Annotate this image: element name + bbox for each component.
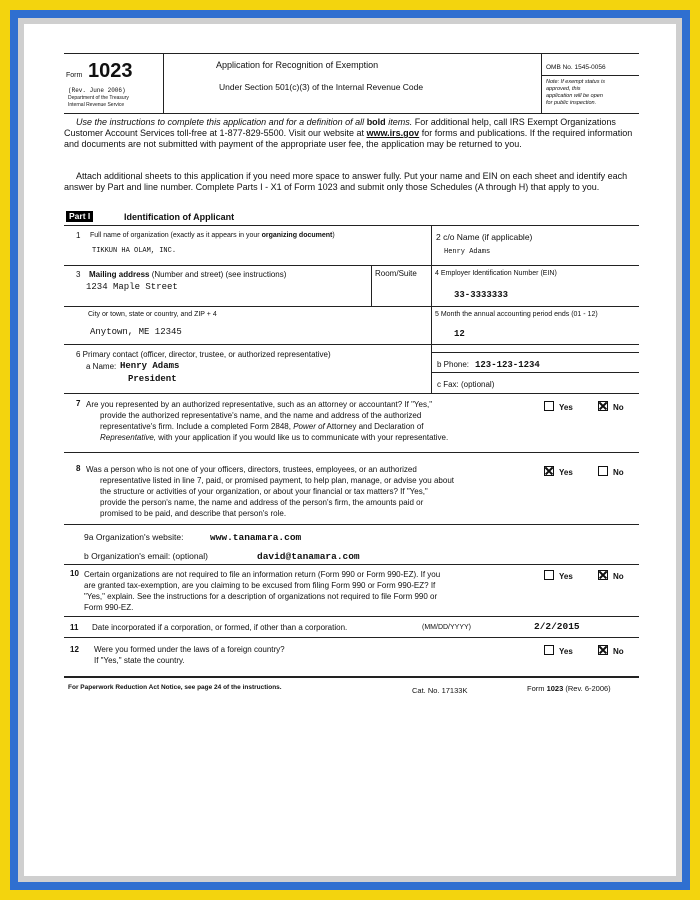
col-divider-room <box>371 265 372 306</box>
website-value[interactable]: www.tanamara.com <box>210 532 302 543</box>
row-rule-6 <box>64 344 639 345</box>
line-10-no-checkbox[interactable]: No <box>598 570 624 581</box>
row-rule-10 <box>64 564 639 565</box>
line-6a-label: a Name: <box>86 362 117 371</box>
checkbox-empty-icon <box>598 466 608 476</box>
part-tag: Part I <box>66 211 93 222</box>
line-4-label: 4 Employer Identification Number (EIN) <box>435 270 557 277</box>
room-suite-label: Room/Suite <box>375 269 417 278</box>
line-9b-label: b Organization's email: (optional) <box>84 551 208 561</box>
catalog-number: Cat. No. 17133K <box>412 686 468 695</box>
header-top-rule <box>64 53 639 54</box>
line-7-yes-checkbox[interactable]: Yes <box>544 401 573 412</box>
row-rule-6c <box>431 372 639 373</box>
line-6b-label: b Phone: <box>437 360 470 369</box>
phone-value[interactable]: 123-123-1234 <box>475 360 540 370</box>
line-8-text: Was a person who is not one of your officers, directors, trustees, employees, or an authorized representative listed in line 7, paid, or promised payment, to help plan, manage, or advise you about the structure or activities of your organization, or about your financial or tax matters? If "Yes," provide the person's name, the name and address of the person's firm, the amounts paid or promised to be paid, and describe that person's role. <box>86 465 454 518</box>
row-rule-3 <box>64 265 639 266</box>
line-12-text: Were you formed under the laws of a foreign country? <box>94 645 285 654</box>
checkbox-checked-icon <box>598 570 608 580</box>
checkbox-empty-icon <box>544 401 554 411</box>
form-word: Form <box>66 72 83 79</box>
line-5-label: 5 Month the annual accounting period ends (01 - 12) <box>435 311 598 318</box>
dept-irs: Internal Revenue Service <box>68 102 125 108</box>
col-divider-right <box>431 225 432 393</box>
row-rule-12 <box>64 637 639 638</box>
line-9a-label: 9a Organization's website: <box>84 532 184 542</box>
note-line-1: Note: If exempt status is <box>546 79 605 85</box>
checkbox-empty-icon <box>544 570 554 580</box>
note-line-3: application will be open <box>546 93 603 99</box>
form-revision: (Rev. June 2006) <box>68 87 126 94</box>
footer-form-label: Form 1023 (Rev. 6-2006) <box>527 684 611 693</box>
row-rule-11 <box>64 616 639 617</box>
footer-rule <box>64 676 639 678</box>
form-number: 1023 <box>88 60 133 82</box>
line-3-label: Mailing address (Number and street) (see instructions) <box>89 270 287 279</box>
line-11-text: Date incorporated if a corporation, or formed, if other than a corporation. <box>92 623 348 632</box>
line-12-number: 12 <box>70 645 79 654</box>
part-title: Identification of Applicant <box>124 212 235 222</box>
line-10-text: Certain organizations are not required to file an information return (Form 990 or Form 990-EZ). If you are granted tax-exemption, are you claiming to be excused from filing Form 990 or Form 990-EZ? If "Yes," explain. See the instructions for a description of organizations not required to file Form 990 or Form 990-EZ. <box>84 570 441 612</box>
city-label: City or town, state or country, and ZIP + 4 <box>88 311 217 318</box>
line-12-no-checkbox[interactable]: No <box>598 645 624 656</box>
accounting-month-value[interactable]: 12 <box>454 329 465 339</box>
line-6c-label: c Fax: (optional) <box>437 380 495 389</box>
note-line-2: approved, this <box>546 86 581 92</box>
line-6-label: 6 Primary contact (officer, director, trustee, or authorized representative) <box>76 350 331 359</box>
form-title: Application for Recognition of Exemption <box>216 60 379 70</box>
row-rule-6b <box>431 352 639 353</box>
line-2-label: 2 c/o Name (if applicable) <box>436 232 533 242</box>
checkbox-empty-icon <box>544 645 554 655</box>
line-7-number: 7 <box>76 399 81 408</box>
header-divider-left <box>163 53 164 113</box>
form-page <box>24 24 676 876</box>
line-3-number: 3 <box>76 270 81 279</box>
line-8-no-checkbox[interactable]: No <box>598 466 624 477</box>
line-1-label: Full name of organization (exactly as it appears in your organizing document) <box>90 232 335 239</box>
part-rule <box>64 225 639 226</box>
line-10-number: 10 <box>70 569 79 578</box>
checkbox-checked-icon <box>598 645 608 655</box>
note-line-4: for public inspection. <box>546 100 597 106</box>
header-bottom-rule <box>64 113 639 114</box>
mailing-address-value[interactable]: 1234 Maple Street <box>86 282 178 292</box>
line-8-number: 8 <box>76 464 81 473</box>
checkbox-checked-icon <box>544 466 554 476</box>
date-format-label: (MM/DD/YYYY) <box>422 624 471 631</box>
omb-number: OMB No. 1545-0056 <box>546 64 606 71</box>
line-7-no-checkbox[interactable]: No <box>598 401 624 412</box>
paperwork-notice: For Paperwork Reduction Act Notice, see page 24 of the instructions. <box>68 684 282 691</box>
line-7-text: Are you represented by an authorized representative, such as an attorney or accountant? If "Yes," provide the authorized representative's name, and the name and address of the authorized representative's firm. Include a completed Form 2848, Power of Attorney and Declaration of Representative, with your application if you would like us to communicate with your representative. <box>86 400 449 442</box>
line-10-yes-checkbox[interactable]: Yes <box>544 570 573 581</box>
line-12-subtext: If "Yes," state the country. <box>94 656 185 665</box>
email-value[interactable]: david@tanamara.com <box>257 551 360 562</box>
row-rule-9 <box>64 524 639 525</box>
line-8-yes-checkbox[interactable]: Yes <box>544 466 573 477</box>
dept-treasury: Department of the Treasury <box>68 95 129 101</box>
form-subtitle: Under Section 501(c)(3) of the Internal Revenue Code <box>219 82 424 92</box>
line-12-yes-checkbox[interactable]: Yes <box>544 645 573 656</box>
city-value[interactable]: Anytown, ME 12345 <box>90 327 182 337</box>
omb-rule <box>541 75 639 76</box>
row-rule-7 <box>64 393 639 394</box>
line-11-number: 11 <box>70 623 79 632</box>
ein-value[interactable]: 33-3333333 <box>454 290 509 300</box>
contact-title-value[interactable]: President <box>128 374 177 384</box>
row-rule-city <box>64 306 639 307</box>
checkbox-checked-icon <box>598 401 608 411</box>
header-divider-right <box>541 53 542 113</box>
row-rule-8 <box>64 452 639 453</box>
organization-name-value[interactable]: TIKKUN HA OLAM, INC. <box>92 247 177 255</box>
intro-paragraph-1: Use the instructions to complete this application and for a definition of all bold items. For additional help, call IRS Exempt Organizations Customer Account Services toll-free at 1-877-829-5500. Visit our website at www.irs.gov for forms and publications. If the required information and documents are not submitted with payment of the appropriate user fee, the application may be returned to you. <box>64 117 633 149</box>
intro-paragraph-2: Attach additional sheets to this application if you need more space to answer fully. Put your name and EIN on each sheet and identify each answer by Part and line number. Complete Parts I - X1 of Form 1023 and submit only those Schedules (A through H) that apply to you. <box>64 171 628 192</box>
line-1-number: 1 <box>76 231 81 240</box>
irs-website-link[interactable]: www.irs.gov <box>366 128 420 138</box>
contact-name-value[interactable]: Henry Adams <box>120 361 180 371</box>
care-of-name-value[interactable]: Henry Adams <box>444 248 491 256</box>
incorporation-date-value[interactable]: 2/2/2015 <box>534 621 580 632</box>
